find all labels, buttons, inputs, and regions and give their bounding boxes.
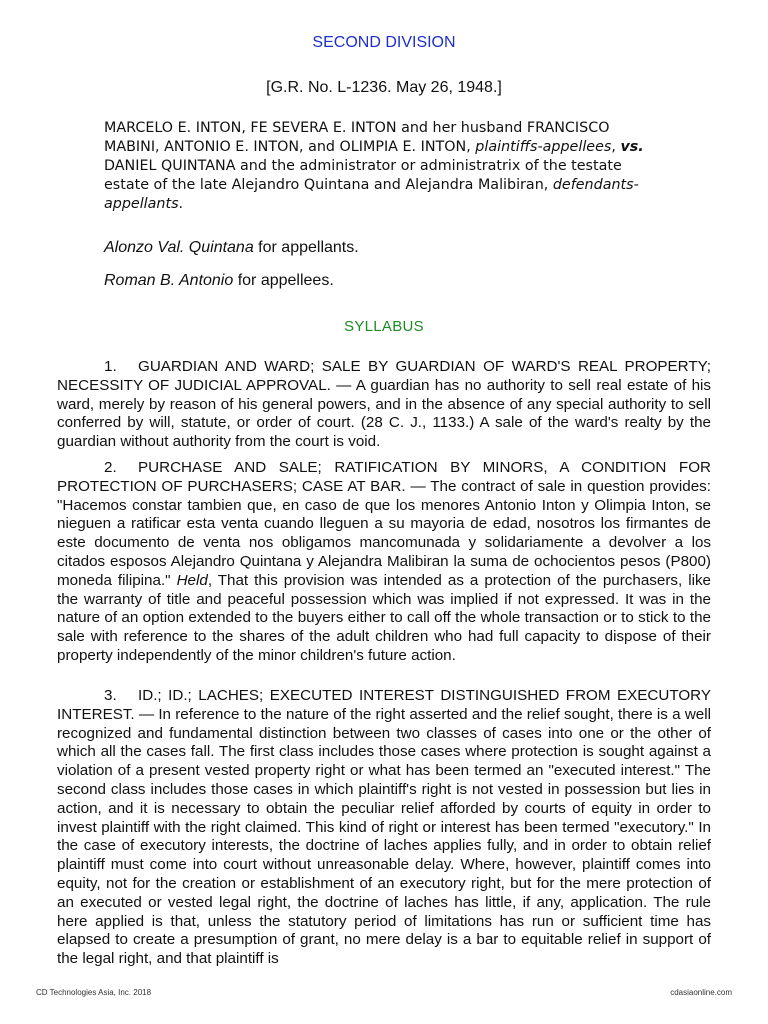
item-number: 3. [104, 687, 117, 704]
case-parties: MARCELO E. INTON, FE SEVERA E. INTON and her husband FRANCISCO MABINI, ANTONIO E. INTON, and OLIMPIA E. INTON, plaintiffs-appellees, vs. DANIEL QUINTANA and the administrator or administratrix of the testate estate of the late Alejandro Quintana and Alejandra Malibiran, defendants-appellants. [104, 120, 644, 212]
counsel-appellees [104, 272, 334, 290]
item-text-continued: , That this provision was intended as a protection of the purchasers, like the warranty of title and peaceful possession which was implied if not expressed. It was in the nature of an option extended to the buyers either to call off the whole transaction or to stick to the sale with reference to the shares of the adult children who had full capacity to dispose of their property independently of the minor children's future action. [57, 571, 711, 664]
versus-label: vs. [620, 139, 644, 155]
syllabus-heading: SYLLABUS [344, 318, 424, 335]
syllabus-item [57, 358, 711, 452]
division-heading: SECOND DIVISION [312, 34, 456, 51]
plaintiffs-role: plaintiffs-appellees [475, 139, 612, 155]
item-number: 2. [104, 459, 117, 476]
item-number: 1. [104, 358, 117, 375]
defendants-names: DANIEL QUINTANA and the administrator or administratrix of the testate estate of the late Alejandro Quintana and Alejandra Malibiran [104, 158, 622, 193]
counsel-name: Roman B. Antonio [104, 272, 234, 289]
syllabus-item [57, 459, 711, 666]
footer-publisher: CD Technologies Asia, Inc. 2018 [36, 988, 152, 997]
item-text: ID.; ID.; LACHES; EXECUTED INTEREST DISTINGUISHED FROM EXECUTORY INTEREST. — In reference to the nature of the right asserted and the relief sought, there is a well recognized and fundamental distinction between two classes of cases into one or the other of which all the cases fall. The first class includes those cases where protection is sought against a violation of a present vested property right or what has been termed an "executed interest." The second class includes those cases in which plaintiff's right is not vested in possession but lies in action, and it is necessary to obtain the peculiar relief afforded by courts of equity in order to invest plaintiff with the right claimed. This kind of right or interest has been termed "executory." In the case of executory interests, the doctrine of laches applies fully, and in order to obtain relief plaintiff must come into court without unreasonable delay. Where, however, plaintiff comes into equity, not for the creation or establishment of an executory right, but for the mere protection of an executed or vested legal right, the doctrine of laches has little, if any, application. The rule here applied is that, unless the statutory period of limitations has run or sufficient time has elapsed to create a presumption of grant, no mere delay is a bar to equitable relief in support of the legal right, and that plaintiff is [57, 687, 711, 968]
defendants-role: defendants-appellants [104, 177, 639, 212]
counsel-role: for appellees. [233, 272, 334, 289]
footer-website: cdasiaonline.com [670, 988, 732, 997]
item-text: GUARDIAN AND WARD; SALE BY GUARDIAN OF WARD'S REAL PROPERTY; NECESSITY OF JUDICIAL APPROVAL. — A guardian has no authority to sell real estate of his ward, merely by reason of his general powers, and in the absence of any special authority to sell conferred by will, statute, or order of court. (28 C. J., 1133.) A sale of the ward's realty by the guardian without authority from the court is void. [57, 358, 711, 451]
plaintiffs-names: MARCELO E. INTON, FE SEVERA E. INTON and her husband FRANCISCO MABINI, ANTONIO E. INTON, and OLIMPIA E. INTON, [104, 120, 610, 155]
syllabus-item [57, 687, 711, 969]
counsel-appellants [104, 239, 359, 257]
counsel-name: Alonzo Val. Quintana [104, 239, 254, 256]
case-number: [G.R. No. L-1236. May 26, 1948.] [266, 79, 502, 96]
item-text: PURCHASE AND SALE; RATIFICATION BY MINORS, A CONDITION FOR PROTECTION OF PURCHASERS; CASE AT BAR. — The contract of sale in question provides: "Hacemos constar tambien que, en caso de que los menores Antonio Inton y Olimpia Inton, se nieguen a ratificar esta venta cuando lleguen a su mayoria de edad, nosotros los firmantes de este documento de venta nos obligamos mancomunada y solidariamente a devolver a los citados esposos Alejandro Quintana y Alejandra Malibiran la suma de ochocientos pesos (P800) moneda filipina." [57, 459, 711, 589]
held-label: Held [176, 571, 208, 589]
counsel-role: for appellants. [253, 239, 359, 256]
